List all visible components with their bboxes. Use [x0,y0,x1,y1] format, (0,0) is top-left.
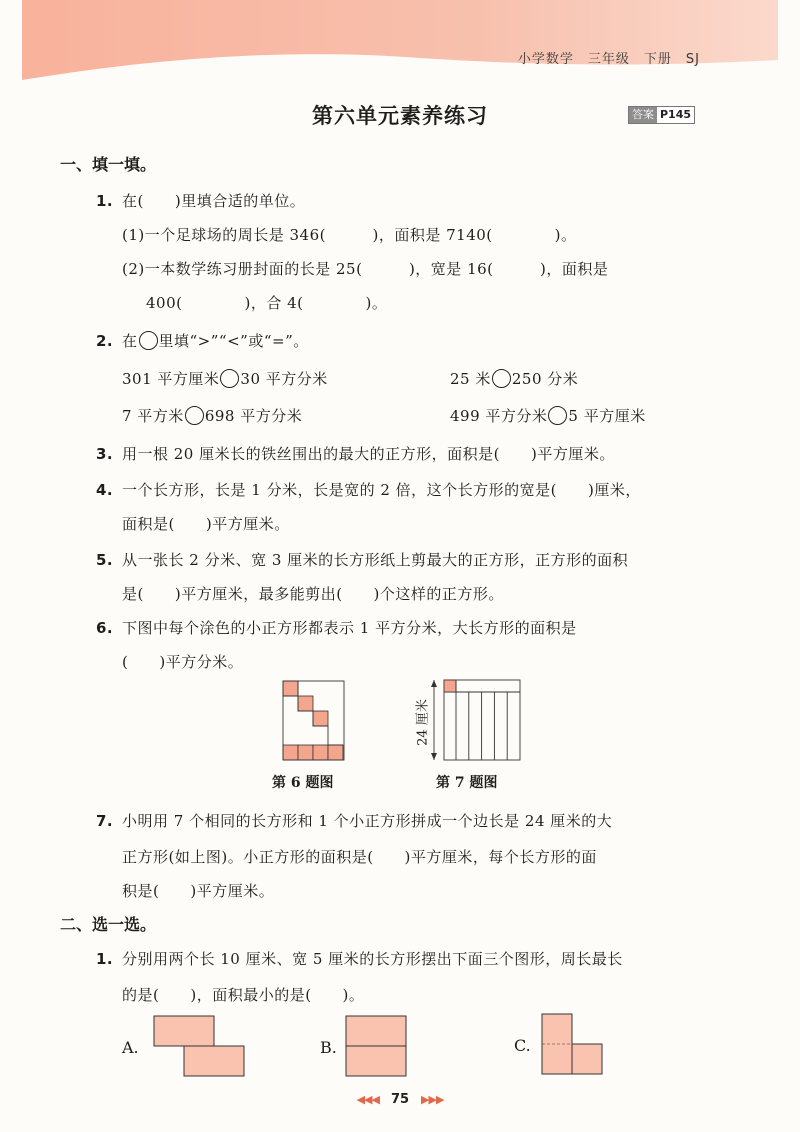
q2-item-4 [450,405,646,426]
q2-stem [96,330,309,351]
fig6-shaded-square [283,681,298,696]
header-wave [0,0,800,88]
answer-circle[interactable] [492,369,511,388]
q6-text-1: 下图中每个涂色的小正方形都表示 1 平方分米，大长方形的面积是 [122,619,577,637]
fig7-label: 24 厘米 [412,683,431,763]
q7-line1 [96,810,612,831]
q7-line3: 积是( )平方厘米。 [122,882,275,900]
answer-tag-page: P145 [657,107,694,123]
q5-line2: 是( )平方厘米，最多能剪出( )个这样的正方形。 [122,585,504,603]
q3-num: 3. [96,445,114,463]
q2-item-3-right: 698 平方分米 [204,407,303,425]
fig6-shaded-square [298,696,313,711]
figure-6 [282,680,346,762]
answer-circle[interactable] [548,406,567,425]
q2-stem-post: 里填“>”“<”或“=”。 [158,332,309,350]
q3-text: 用一根 20 厘米长的铁丝围出的最大的正方形，面积是( )平方厘米。 [122,445,615,463]
q1-b1: (2)一本数学练习册封面的长是 25( )，宽是 16( )，面积是 [122,260,609,278]
q2-item-4-left: 499 平方分米 [450,407,548,425]
option-b-label[interactable]: B. [320,1038,337,1057]
header-subject: 小学数学 [517,52,574,67]
q2-item-2-right: 250 分米 [511,370,579,388]
q6-line1 [96,617,577,638]
q2-item-1-left: 301 平方厘米 [122,370,220,388]
fig6-shaded-square [313,711,328,726]
option-c-figure[interactable] [538,1009,610,1081]
q2-item-1 [122,368,328,389]
s2q1-line1 [96,948,623,969]
page-footer [0,1092,800,1107]
q2-item-2-left: 25 米 [450,370,491,388]
q7-line2: 正方形(如上图)。小正方形的面积是( )平方厘米，每个长方形的面 [122,848,597,866]
section1-heading: 一、填一填。 [60,155,157,174]
option-c-label[interactable]: C. [514,1036,531,1055]
q1-num: 1. [96,192,114,210]
fig6-shaded-square [298,745,313,760]
fig6-caption: 第 6 题图 [272,775,334,791]
answer-circle[interactable] [185,406,204,425]
q2-stem-pre: 在 [122,332,138,350]
q2-item-3 [122,405,302,426]
q1-b2: 400( )，合 4( )。 [146,294,388,312]
header-band [0,0,800,88]
q5-num: 5. [96,551,114,569]
q4-text-1: 一个长方形，长是 1 分米，长是宽的 2 倍，这个长方形的宽是( )厘米， [122,481,641,499]
q2-item-2 [450,368,578,389]
q5-text-1: 从一张长 2 分米、宽 3 厘米的长方形纸上剪最大的正方形，正方形的面积 [122,551,629,569]
section2-heading: 二、选一选。 [60,915,157,934]
fig6-shaded-square [283,745,298,760]
page-number: 75 [390,1092,410,1107]
footer-right-arrows: ▶▶▶ [421,1093,444,1106]
header-volume: 下册 [643,52,672,67]
answer-tag [628,106,695,124]
q2-item-4-right: 5 平方厘米 [568,407,646,425]
header-edition: SJ [685,52,700,67]
option-a-label[interactable]: A. [122,1038,139,1057]
compare-circle-icon [139,331,158,350]
fig7-small-square [444,680,456,692]
fig6-shaded-square [328,745,343,760]
answer-tag-label: 答案 [629,107,657,123]
option-b-figure[interactable] [342,1013,412,1083]
figure-7 [414,676,526,764]
footer-left-arrows: ◀◀◀ [356,1093,379,1106]
q7-text-1: 小明用 7 个相同的长方形和 1 个小正方形拼成一个边长是 24 厘米的大 [122,812,613,830]
q2-item-1-right: 30 平方分米 [240,370,328,388]
fig7-caption: 第 7 题图 [436,775,498,791]
q6-num: 6. [96,619,114,637]
s2q1-line2: 的是( )，面积最小的是( )。 [122,986,365,1004]
header-meta [504,48,700,67]
fig6-shaded-square [313,745,328,760]
q3 [96,443,615,464]
q7-num: 7. [96,812,114,830]
q2-item-3-left: 7 平方米 [122,407,184,425]
answer-circle[interactable] [220,369,239,388]
header-grade: 三年级 [587,52,630,67]
s2q1-text-1: 分别用两个长 10 厘米、宽 5 厘米的长方形摆出下面三个图形，周长最长 [122,950,623,968]
q4-num: 4. [96,481,114,499]
q6-line2: ( )平方分米。 [122,653,244,671]
page-title: 第六单元素养练习 [312,104,488,128]
q1-stem [96,190,305,211]
q4-line1 [96,479,641,500]
q4-line2: 面积是( )平方厘米。 [122,515,290,533]
option-a-figure[interactable] [150,1013,250,1083]
q1-stem-text: 在( )里填合适的单位。 [122,192,306,210]
s2q1-num: 1. [96,950,114,968]
q5-line1 [96,549,628,570]
q2-num: 2. [96,332,114,350]
q1-a: (1)一个足球场的周长是 346( )，面积是 7140( )。 [122,226,577,244]
